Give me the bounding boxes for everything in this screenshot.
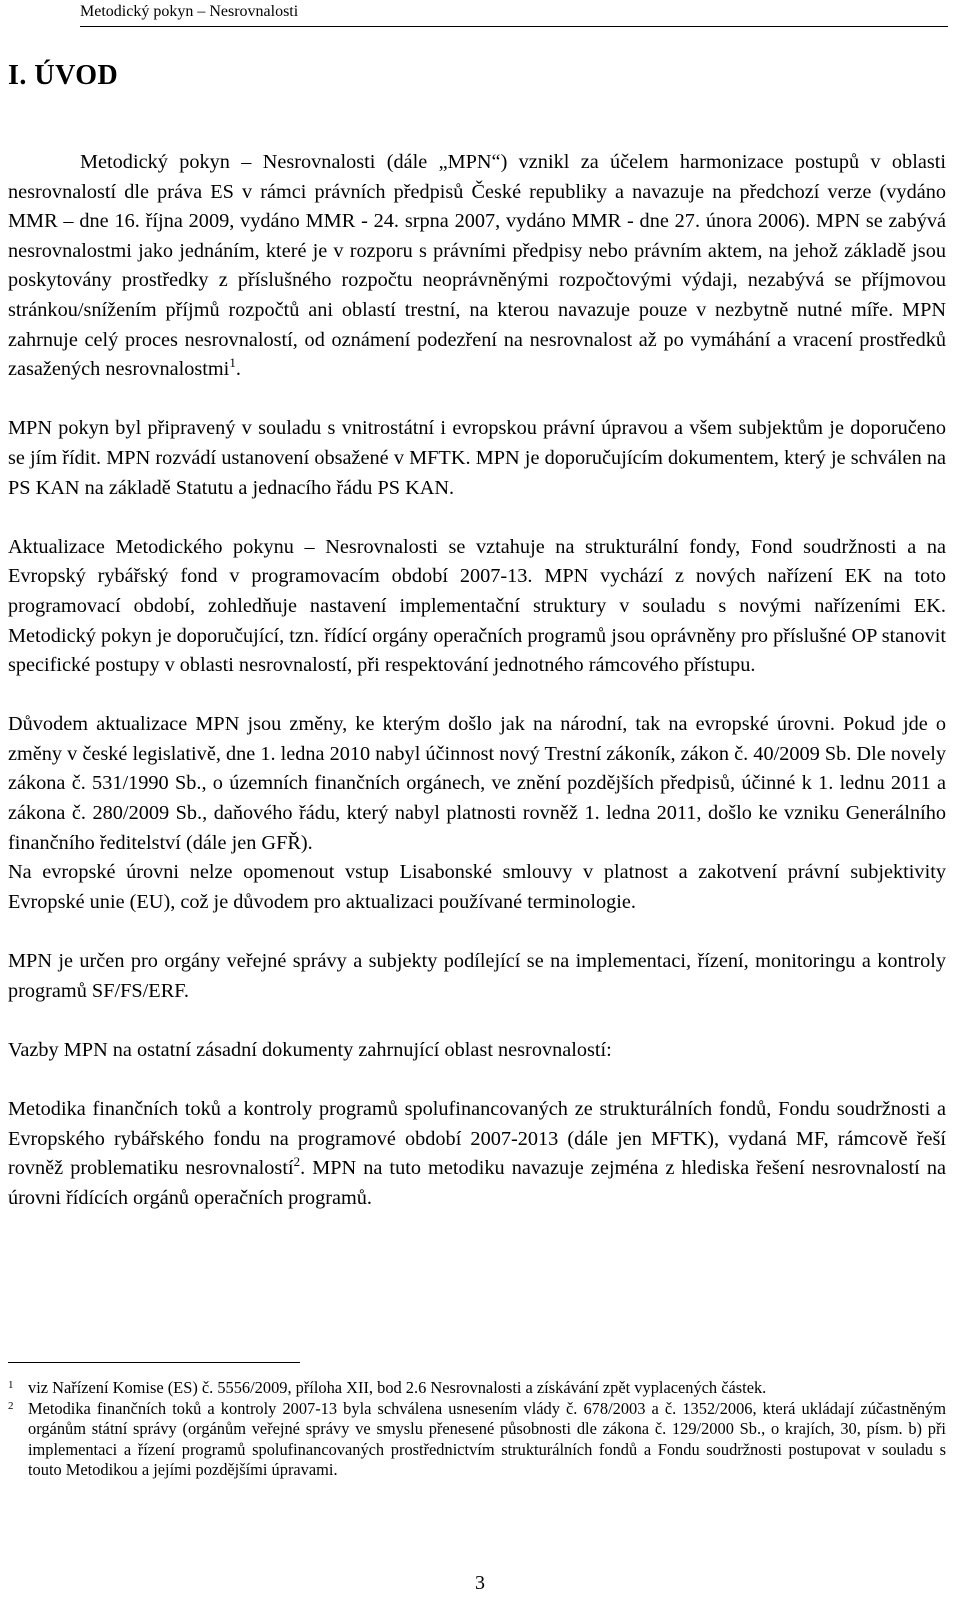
paragraph-aktualizace: Aktualizace Metodického pokynu – Nesrovnalosti se vztahuje na strukturální fondy, Fond soudržnosti a na Evropský rybářský fond v programovacím období 2007-13. MPN vychází z nových nařízení EK na toto programovací období, zohledňuje nastavení implementační struktury v souladu s novými nařízeními EK. Metodický pokyn je doporučující, tzn. řídící orgány operačních programů jsou oprávněny pro příslušné OP stanovit specifické postupy v oblasti nesrovnalostí, při respektování jednotného rámcového přístupu. — [8, 535, 946, 677]
footnotes — [8, 1378, 946, 1481]
paragraph-metodika-end: . MPN na tuto metodiku navazuje zejména z hlediska řešení nesrovnalostí na úrovni řídících orgánů operačních programů. — [8, 1157, 946, 1209]
footnote-text: viz Nařízení Komise (ES) č. 5556/2009, příloha XII, bod 2.6 Nesrovnalosti a získávání zpět vyplacených částek. — [28, 1378, 767, 1397]
footnote — [8, 1399, 946, 1481]
section-title: I. ÚVOD — [8, 60, 119, 91]
paragraph-metodika — [8, 1095, 946, 1213]
footnote-ref-1: 1 — [229, 355, 236, 371]
paragraph-mpn-pokyn: MPN pokyn byl připravený v souladu s vnitrostátní i evropskou právní úpravou a všem subjektům je doporučeno se jím řídit. MPN rozvádí ustanovení obsažené v MFTK. MPN je doporučujícím dokumentem, který je schválen na PS KAN na základě Statutu a jednacího řádu PS KAN. — [8, 417, 946, 499]
running-header: Metodický pokyn – Nesrovnalosti — [80, 3, 299, 20]
footnote — [8, 1378, 946, 1399]
paragraph-metodika-text: Metodika finančních toků a kontroly programů spolufinancovaných ze strukturálních fondů, Fondu soudržnosti a Evropského rybářského fondu na programové období 2007-2013 (dále jen MFTK), vydaná MF, rámcově řeší rovněž problematiku nesrovnalostí — [8, 1098, 946, 1180]
paragraph-evropska-uroven: Na evropské úrovni nelze opomenout vstup Lisabonské smlouvy v platnost a zakotvení právní subjektivity Evropské unie (EU), což je důvodem pro aktualizaci používané terminologie. — [8, 861, 946, 913]
body-text — [8, 148, 946, 1213]
paragraph-vazby: Vazby MPN na ostatní zásadní dokumenty zahrnující oblast nesrovnalostí: — [8, 1038, 612, 1061]
footnote-number: 1 — [8, 1379, 14, 1391]
page-number: 3 — [475, 1572, 485, 1594]
paragraph-intro — [8, 148, 946, 385]
footnote-number: 2 — [8, 1399, 14, 1412]
paragraph-urceni: MPN je určen pro orgány veřejné správy a subjekty podílející se na implementaci, řízení, monitoringu a kontroly programů SF/FS/ERF. — [8, 950, 946, 1002]
footnote-separator — [8, 1362, 300, 1363]
paragraph-intro-text: Metodický pokyn – Nesrovnalosti (dále „MPN“) vznikl za účelem harmonizace postupů v oblasti nesrovnalostí dle práva ES v rámci právních předpisů České republiky a navazuje na předchozí verze (vydáno MMR – dne 16. října 2009, vydáno MMR - 24. srpna 2007, vydáno MMR - dne 27. února 2006). MPN se zabývá nesrovnalostmi jako jednáním, které je v rozporu s právními předpisy nebo právním aktem, na jehož základě jsou poskytovány prostředky z příslušného rozpočtu neoprávněnými rozpočtovými výdaji, nezabývá se příjmovou stránkou/snížením příjmů rozpočtů ani oblastí trestní, na kterou navazuje pouze v nezbytně nutné míře. MPN zahrnuje celý proces nesrovnalostí, od oznámení podezření na nesrovnalost až po vymáhání a vracení prostředků zasažených nesrovnalostmi — [8, 151, 946, 381]
footnote-ref-2: 2 — [293, 1154, 301, 1170]
paragraph-intro-end: . — [235, 358, 241, 381]
header-rule — [80, 26, 948, 27]
paragraph-duvodem: Důvodem aktualizace MPN jsou změny, ke kterým došlo jak na národní, tak na evropské úrovni. Pokud jde o změny v české legislativě, dne 1. ledna 2010 nabyl účinnost nový Trestní zákoník, zákon č. 40/2009 Sb. Dle novely zákona č. 531/1990 Sb., o územních finančních orgánech, ve znění pozdějších předpisů, účinné k 1. lednu 2011 a zákona č. 280/2009 Sb., daňového řádu, který nabyl platnosti rovněž 1. ledna 2011, došlo ke vzniku Generálního finančního ředitelství (dále jen GFŘ). — [8, 713, 946, 854]
footnote-text: Metodika finančních toků a kontroly 2007-13 byla schválena usnesením vlády č. 678/2003 a č. 1352/2006, která ukládají zúčastněným orgánům státní správy (orgánům veřejné správy ve smyslu přenesené působnosti dle zákona č. 129/2000 Sb., o krajích, 30, písm. b) při implementaci a řízení programů spolufinancovaných prostřednictvím strukturálních fondů a Fondu soudržnosti postupovat v souladu s touto Metodikou a jejími pozdějšími úpravami. — [28, 1398, 946, 1480]
